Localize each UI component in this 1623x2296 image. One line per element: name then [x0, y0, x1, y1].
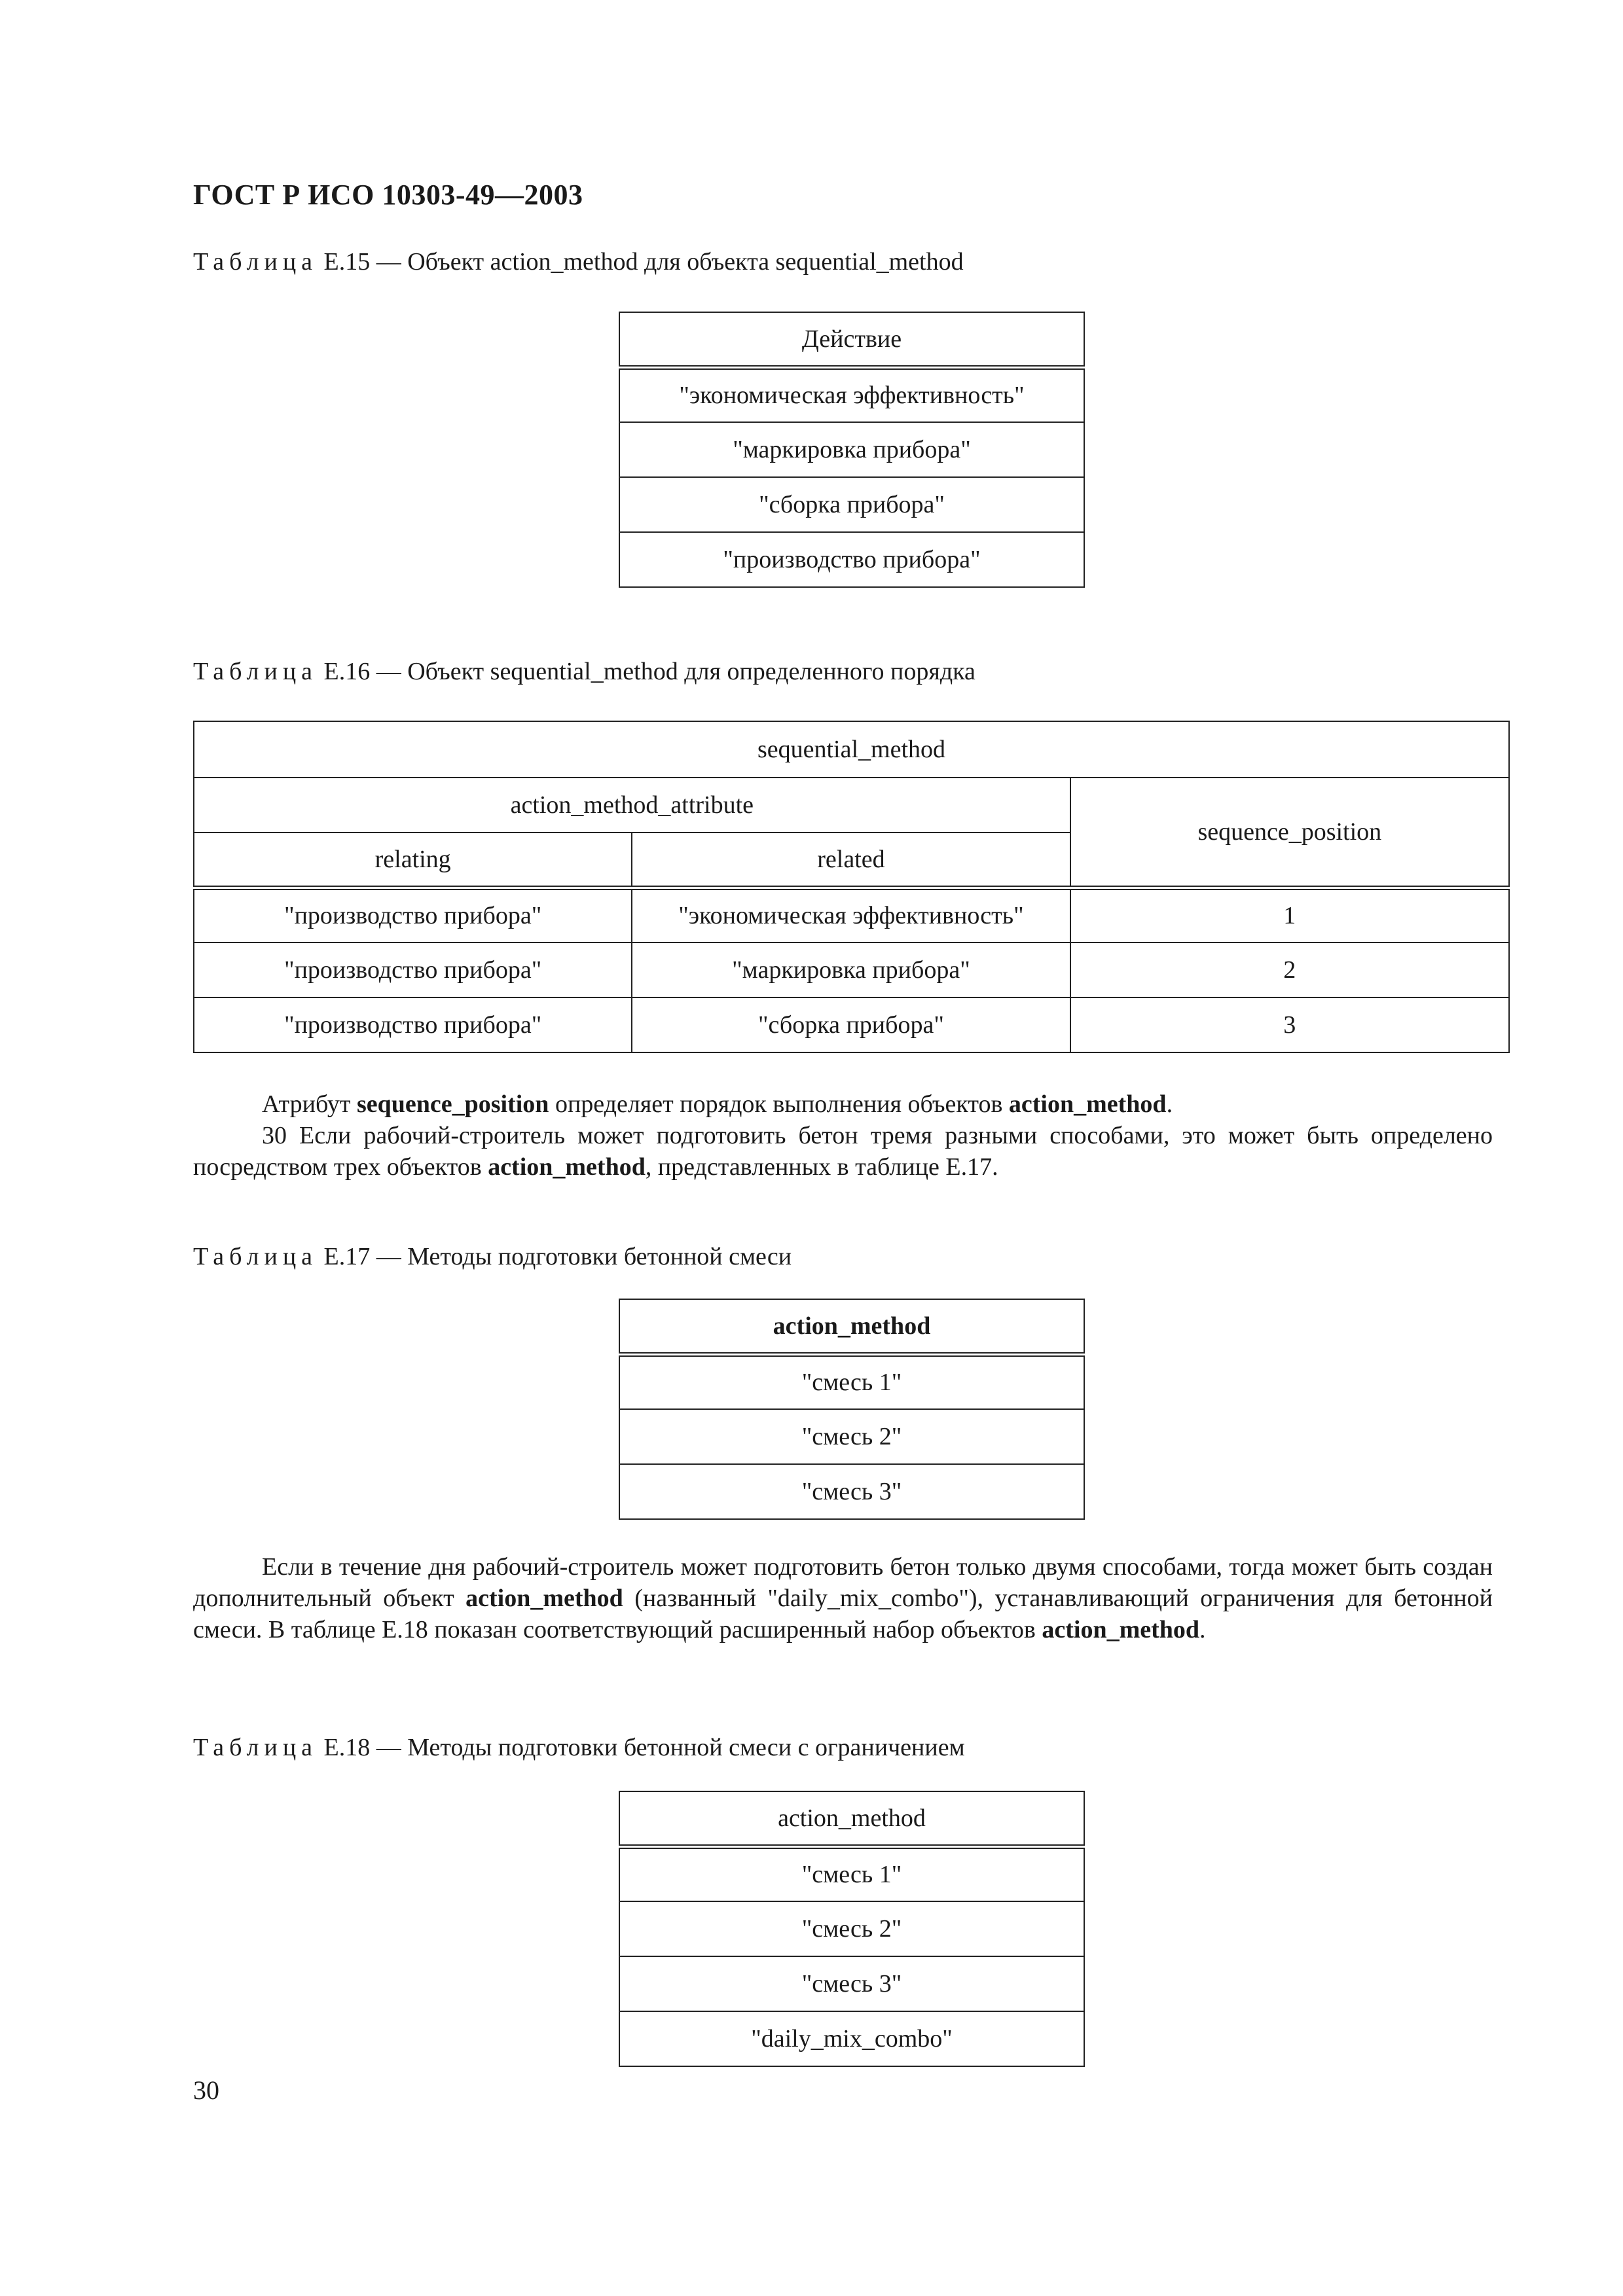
table-row	[194, 888, 1509, 942]
table-cell: "производство прибора"	[194, 942, 632, 997]
body-text-block-1	[193, 1088, 1493, 1183]
table-cell: "смесь 2"	[619, 1901, 1084, 1956]
text: .	[1166, 1090, 1173, 1118]
table-header: action_method	[619, 1791, 1084, 1846]
caption-word: Таблица	[193, 248, 318, 276]
caption-word: Таблица	[193, 1243, 318, 1270]
table-row	[194, 942, 1509, 997]
table-cell: 3	[1070, 997, 1509, 1052]
table-e16	[193, 721, 1510, 1053]
table-cell: "производство прибора"	[194, 888, 632, 942]
table-header-top: sequential_method	[194, 721, 1509, 778]
table-header-related: related	[632, 833, 1070, 888]
table-cell: "сборка прибора"	[632, 997, 1070, 1052]
table-cell: "смесь 2"	[619, 1409, 1084, 1464]
table-header: action_method	[619, 1299, 1084, 1354]
table-header-position: sequence_position	[1070, 778, 1509, 888]
table-e15-caption	[193, 247, 964, 276]
caption-word: Таблица	[193, 658, 318, 685]
text: (названный "daily_mix_combo"), устанавливающий ограничения для бетонной смеси. В таблице Е.18 показан соответствующий расширенный набор объектов	[193, 1585, 1493, 1643]
table-cell: 1	[1070, 888, 1509, 942]
table-cell: "экономическая эффективность"	[632, 888, 1070, 942]
bold-term: action_method	[488, 1153, 646, 1181]
table-cell: "маркировка прибора"	[619, 422, 1084, 477]
table-cell: "маркировка прибора"	[632, 942, 1070, 997]
paragraph	[193, 1551, 1493, 1645]
caption-text: Е.15 — Объект action_method для объекта sequential_method	[323, 248, 964, 276]
bold-term: sequence_position	[356, 1090, 549, 1118]
table-e16-caption	[193, 657, 976, 686]
table-header: Действие	[619, 312, 1084, 367]
text: Если в течение дня рабочий-строитель может подготовить бетон только двумя способами, тогда может быть создан дополнительный объект	[193, 1553, 1493, 1612]
table-e15	[619, 312, 1085, 588]
table-cell: "смесь 3"	[619, 1956, 1084, 2011]
table-cell: "смесь 3"	[619, 1464, 1084, 1519]
body-text-block-2	[193, 1551, 1493, 1645]
text: Атрибут	[262, 1090, 357, 1118]
table-cell: "смесь 1"	[619, 1354, 1084, 1409]
caption-text: Е.18 — Методы подготовки бетонной смеси с ограничением	[323, 1734, 965, 1761]
table-e17-caption	[193, 1242, 792, 1271]
table-cell: "сборка прибора"	[619, 477, 1084, 532]
text: определяет порядок выполнения объектов	[549, 1090, 1009, 1118]
table-header-relating: relating	[194, 833, 632, 888]
text: .	[1199, 1616, 1206, 1643]
bold-term: action_method	[1008, 1090, 1167, 1118]
page-number: 30	[193, 2075, 219, 2105]
table-row	[194, 997, 1509, 1052]
table-cell: "производство прибора"	[194, 997, 632, 1052]
caption-text: Е.16 — Объект sequential_method для определенного порядка	[323, 658, 976, 685]
caption-text: Е.17 — Методы подготовки бетонной смеси	[323, 1243, 792, 1270]
table-cell: "экономическая эффективность"	[619, 367, 1084, 422]
bold-term: action_method	[1042, 1616, 1200, 1643]
caption-word: Таблица	[193, 1734, 318, 1761]
table-e18-caption	[193, 1733, 965, 1762]
table-cell: 2	[1070, 942, 1509, 997]
bold-term: action_method	[465, 1585, 623, 1612]
text: 30 Если рабочий-строитель может подготовить бетон тремя разными способами, это может быть определено посредством трех объектов	[193, 1122, 1493, 1181]
table-cell: "смесь 1"	[619, 1846, 1084, 1901]
paragraph	[193, 1088, 1493, 1120]
document-code: ГОСТ Р ИСО 10303-49—2003	[193, 179, 583, 211]
table-header-group: action_method_attribute	[194, 778, 1070, 833]
text: , представленных в таблице Е.17.	[645, 1153, 998, 1181]
paragraph	[193, 1120, 1493, 1183]
table-cell: "daily_mix_combo"	[619, 2011, 1084, 2066]
table-cell: "производство прибора"	[619, 532, 1084, 587]
table-e18	[619, 1791, 1085, 2067]
table-e17	[619, 1299, 1085, 1520]
